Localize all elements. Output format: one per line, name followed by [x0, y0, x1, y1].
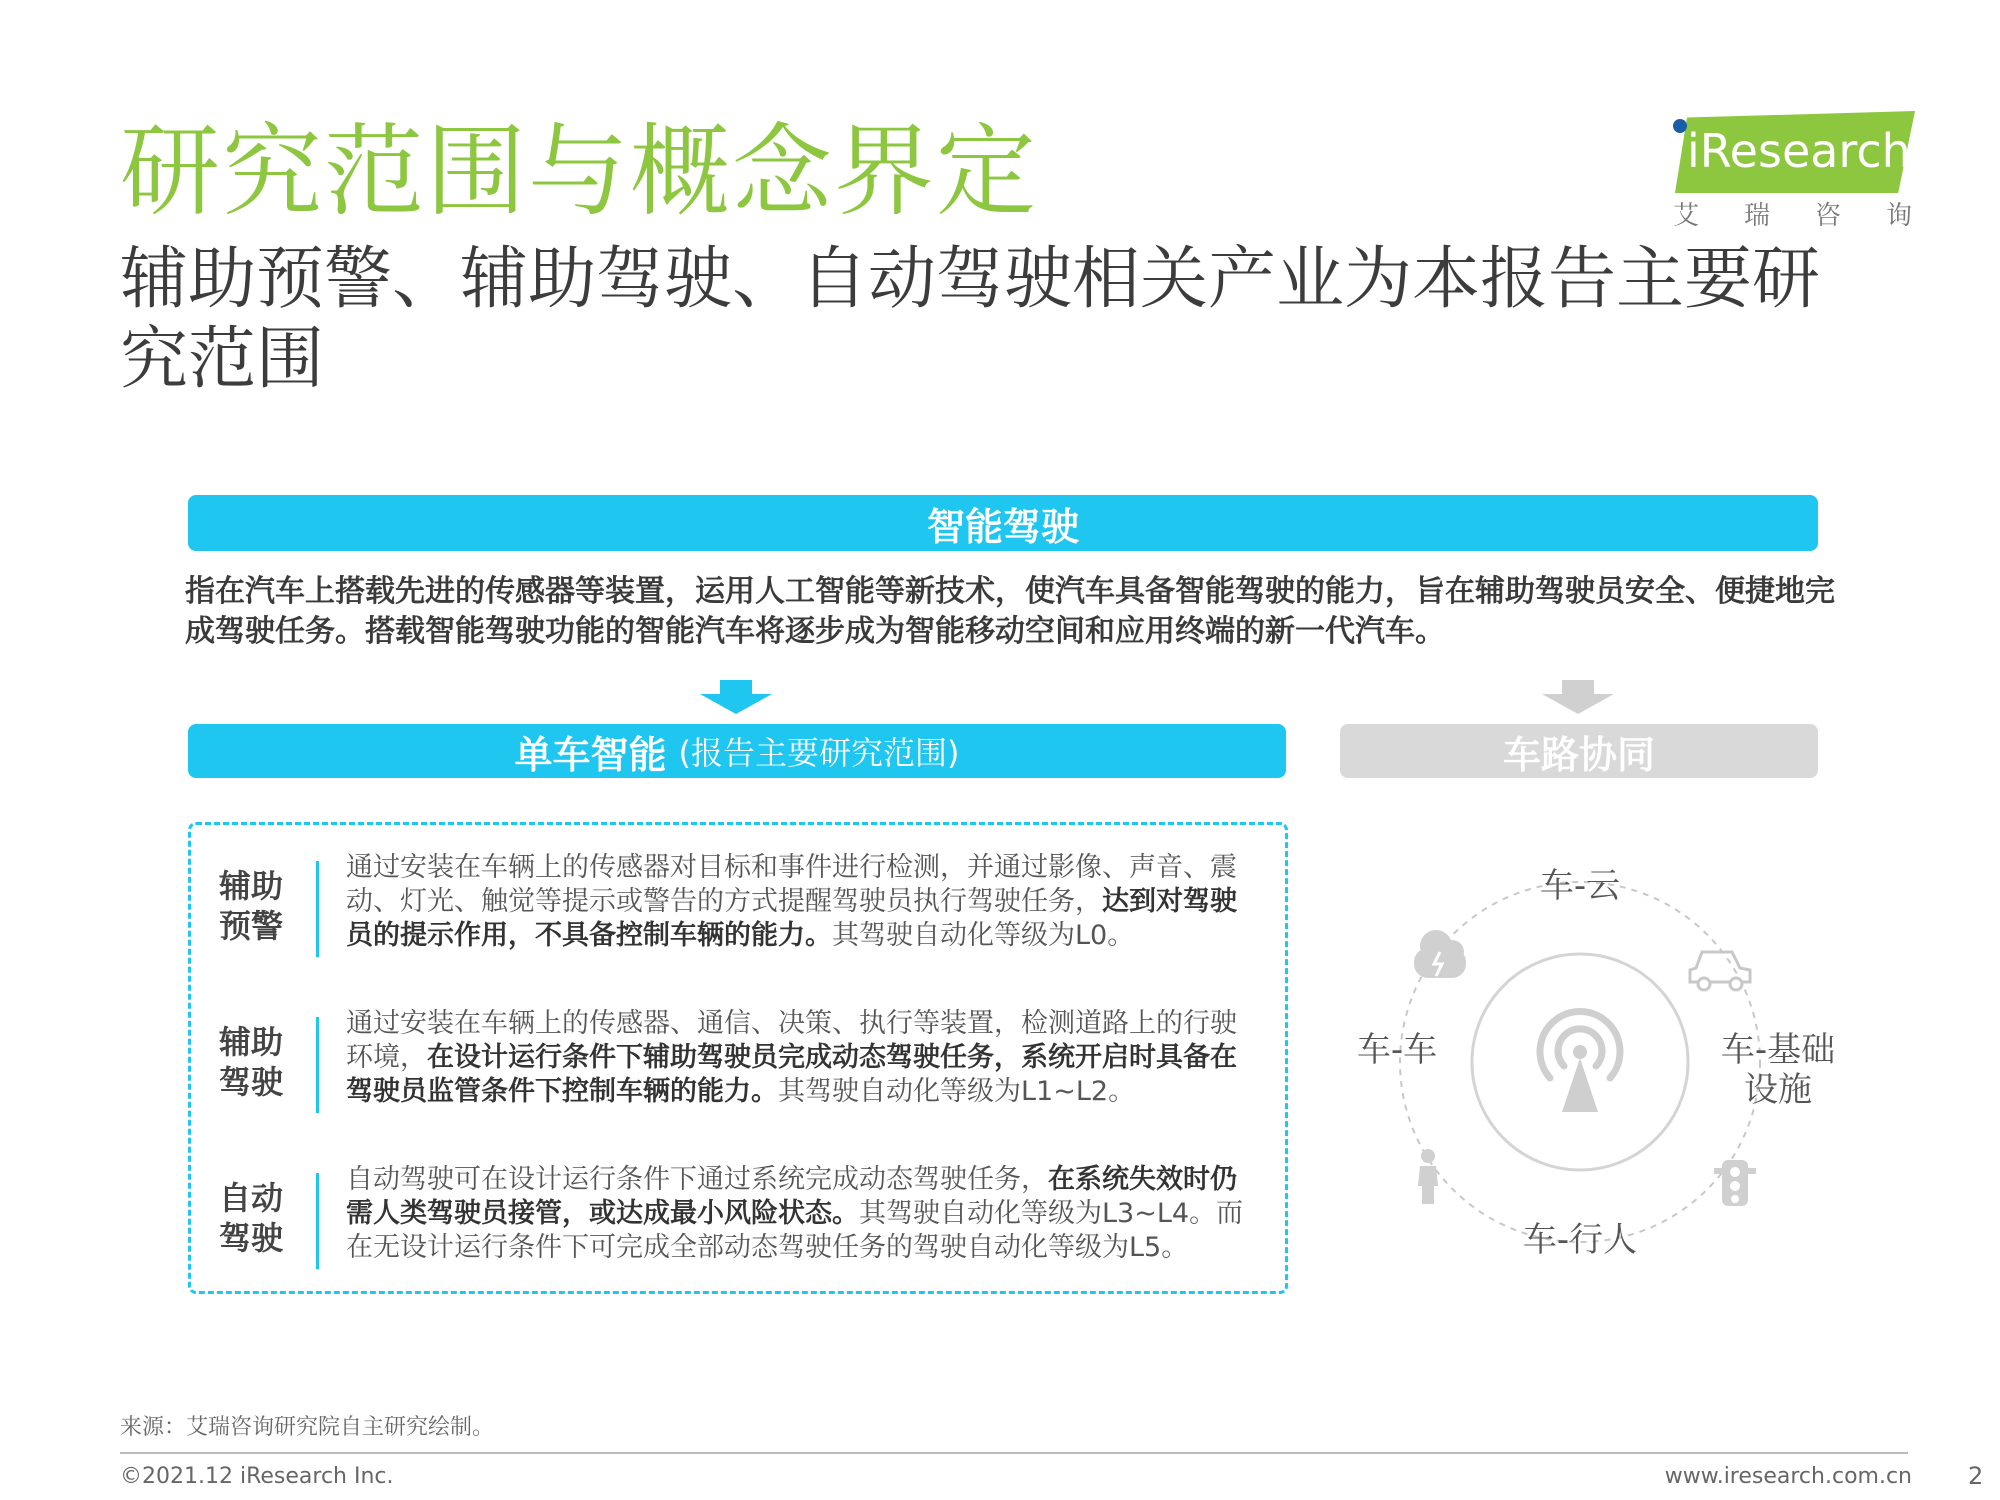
- level-divider: [316, 1017, 319, 1113]
- single-vehicle-bar: [188, 724, 1286, 778]
- cloud-icon: [1414, 930, 1466, 978]
- logo-dot: [1673, 119, 1687, 133]
- level-divider: [316, 861, 319, 957]
- v2x-title: 车路协同: [1502, 732, 1655, 777]
- page-number: 2: [1968, 1462, 1984, 1490]
- page-title: 研究范围与概念界定: [120, 113, 1038, 230]
- v2x-diagram: [1340, 830, 1836, 1290]
- banner-title: 智能驾驶: [926, 504, 1079, 549]
- arrow-down-icon: [700, 694, 772, 714]
- source-note: 来源：艾瑞咨询研究院自主研究绘制。: [120, 1415, 495, 1440]
- level-divider: [316, 1173, 319, 1269]
- v2x-label-vehicle: 车-车: [1356, 1030, 1438, 1070]
- copyright: ©2021.12 iResearch Inc.: [120, 1464, 394, 1489]
- level-name: 辅助驾驶: [219, 1023, 284, 1101]
- v2x-label-cloud: 车-云: [1539, 866, 1621, 906]
- v2x-bar: [1340, 724, 1818, 778]
- page-subtitle: 辅助预警、辅助驾驶、自动驾驶相关产业为本报告主要研究范围: [120, 240, 1821, 399]
- single-vehicle-title: 单车智能: [514, 732, 667, 777]
- level-description: 通过安装在车辆上的传感器、通信、决策、执行等装置，检测道路上的行驶环境，在设计运行条件下辅助驾驶员完成动态驾驶任务，系统开启时具备在驾驶员监管条件下控制车辆的能力。其驾驶自动化等级为L1~L2。: [346, 1008, 1237, 1107]
- single-vehicle-subtitle: (报告主要研究范围): [678, 734, 960, 772]
- car-icon: [1690, 952, 1750, 990]
- v2x-label-pedestrian: 车-行人: [1522, 1220, 1638, 1260]
- traffic-light-icon: [1714, 1160, 1756, 1206]
- banner-description: 指在汽车上搭载先进的传感器等装置，运用人工智能等新技术，使汽车具备智能驾驶的能力，旨在辅助驾驶员安全、便捷地完成驾驶任务。搭载智能驾驶功能的智能汽车将逐步成为智能移动空间和应用终端的新一代汽车。: [185, 574, 1835, 649]
- level-warning: [191, 851, 1285, 971]
- level-name: 自动驾驶: [219, 1179, 284, 1257]
- pedestrian-icon: [1418, 1149, 1438, 1204]
- level-assist: [191, 1007, 1285, 1127]
- arrow-down-icon: [1542, 694, 1614, 714]
- level-autonomous: [191, 1163, 1285, 1283]
- intelligent-driving-banner: [188, 495, 1818, 551]
- footer-divider: [120, 1452, 1908, 1454]
- website-link[interactable]: www.iresearch.com.cn: [1664, 1464, 1912, 1489]
- logo-wordmark: iResearch: [1687, 124, 1911, 178]
- iresearch-logo: [1665, 105, 1958, 231]
- automation-levels-box: [188, 822, 1288, 1294]
- level-name: 辅助预警: [219, 867, 284, 945]
- signal-tower-icon: [1540, 1012, 1620, 1112]
- level-description: 通过安装在车辆上的传感器对目标和事件进行检测，并通过影像、声音、震动、灯光、触觉等提示或警告的方式提醒驾驶员执行驾驶任务，达到对驾驶员的提示作用，不具备控制车辆的能力。其驾驶自动化等级为L0。: [346, 852, 1237, 951]
- v2x-label-infrastructure: 车-基础设施: [1720, 1030, 1836, 1110]
- logo-chinese: 艾瑞咨询: [1673, 201, 1958, 231]
- level-description: 自动驾驶可在设计运行条件下通过系统完成动态驾驶任务，在系统失效时仍需人类驾驶员接管，或达成最小风险状态。其驾驶自动化等级为L3~L4。而在无设计运行条件下可完成全部动态驾驶任务的驾驶自动化等级为L5。: [346, 1164, 1244, 1263]
